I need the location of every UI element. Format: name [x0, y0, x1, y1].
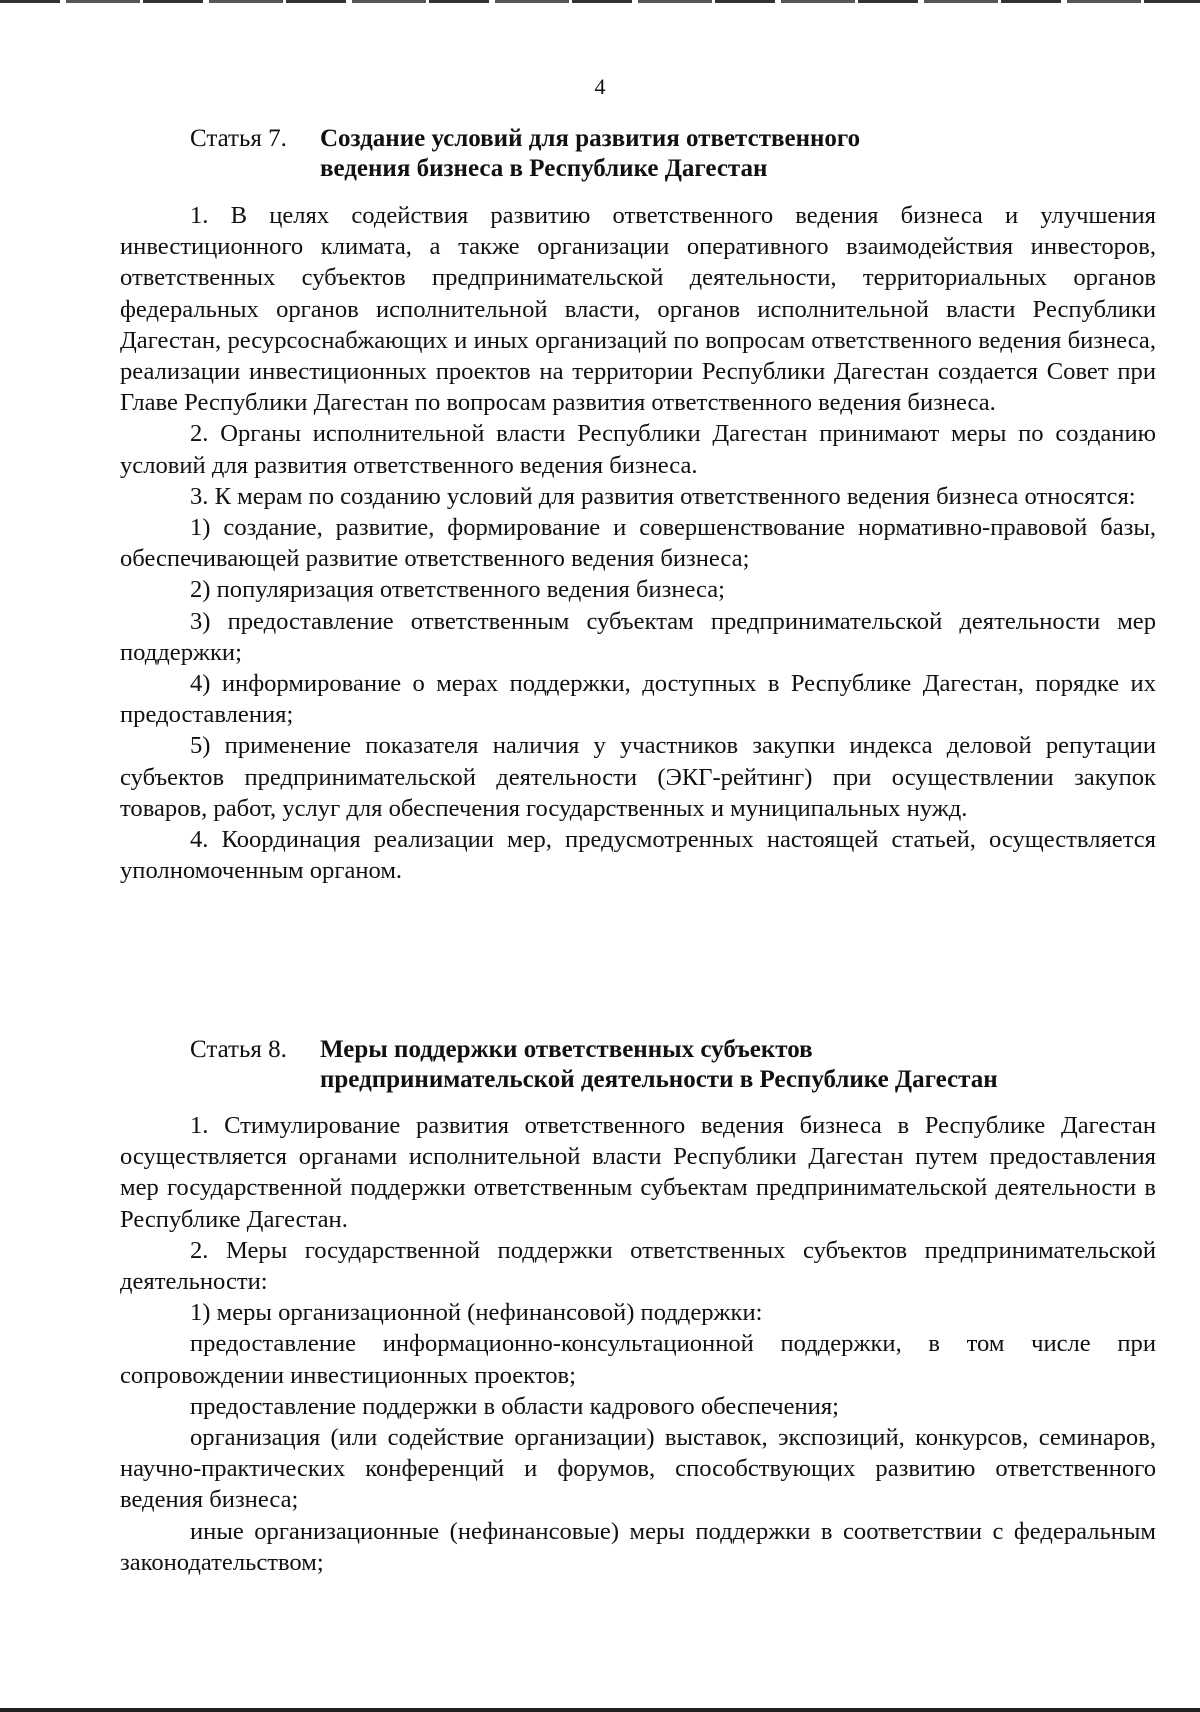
list-item: 5) применение показателя наличия у участников закупки индекса деловой репутации субъектов предпринимательской деятельности (ЭКГ-рейтинг) при осуществлении закупок товаров, работ, услуг для обеспечения государственных и муниципальных нужд. — [120, 732, 1156, 822]
paragraph: 2. Меры государственной поддержки ответственных субъектов предпринимательской деятельности: — [120, 1236, 1156, 1296]
list-item: 1) создание, развитие, формирование и совершенствование нормативно-правовой базы, обеспечивающей развитие ответственного ведения бизнеса; — [120, 514, 1156, 573]
article-7-label: Статья 7. — [190, 125, 287, 152]
list-item: 2) популяризация ответственного ведения бизнеса; — [190, 576, 725, 604]
scan-edge-bottom — [0, 1708, 1200, 1712]
article-7-title: Создание условий для развития ответственного ведения бизнеса в Республике Дагестан — [320, 125, 861, 182]
list-item: 3) предоставление ответственным субъектам предпринимательской деятельности мер поддержки; — [120, 607, 1156, 666]
page-number: 4 — [594, 74, 606, 99]
list-item: 4) информирование о мерах поддержки, доступных в Республике Дагестан, порядке их предоставления; — [120, 670, 1156, 729]
list-item: иные организационные (нефинансовые) меры поддержки в соответствии с федеральным законодательством; — [120, 1517, 1156, 1576]
list-item: организация (или содействие организации) выставок, экспозиций, конкурсов, семинаров, научно-практических конференций и форумов, способствующих развитию ответственного ведения бизнеса; — [120, 1424, 1156, 1514]
paragraph: 1. В целях содействия развитию ответственного ведения бизнеса и улучшения инвестиционного климата, а также организации оперативного взаимодействия инвесторов, ответственных субъектов предпринимательской деятельности, территориальных органов федеральных органов исполнительной власти, органов исполнительной власти Республики Дагестан, ресурсоснабжающих и иных организаций по вопросам ответственного ведения бизнеса, реализации инвестиционных проектов на территории Республики Дагестан создается Совет при Главе Республики Дагестан по вопросам развития ответственного ведения бизнеса. — [120, 202, 1156, 417]
paragraph: 3. К мерам по созданию условий для развития ответственного ведения бизнеса относятся: — [190, 482, 1136, 510]
list-item: предоставление поддержки в области кадрового обеспечения; — [190, 1392, 839, 1420]
article-8-heading — [190, 1035, 998, 1095]
paragraph: 1. Стимулирование развития ответственного ведения бизнеса в Республике Дагестан осуществляется органами исполнительной власти Республики Дагестан путем предоставления мер государственной поддержки ответственным субъектам предпринимательской деятельности в Республике Дагестан. — [120, 1112, 1156, 1233]
list-item: 1) меры организационной (нефинансовой) поддержки: — [190, 1299, 763, 1327]
article-8-body — [120, 1110, 1156, 1578]
article-7-heading — [190, 124, 860, 184]
list-item: предоставление информационно-консультационной поддержки, в том числе при сопровождении инвестиционных проектов; — [120, 1330, 1156, 1389]
article-7-body — [120, 200, 1156, 886]
article-8-label: Статья 8. — [190, 1036, 287, 1063]
scan-edge-top — [0, 0, 1200, 3]
paragraph: 2. Органы исполнительной власти Республики Дагестан принимают меры по созданию условий для развития ответственного ведения бизнеса. — [120, 420, 1156, 479]
article-8-title: Меры поддержки ответственных субъектов предпринимательской деятельности в Республике Дагестан — [320, 1036, 998, 1093]
paragraph: 4. Координация реализации мер, предусмотренных настоящей статьей, осуществляется уполномоченным органом. — [120, 826, 1156, 885]
